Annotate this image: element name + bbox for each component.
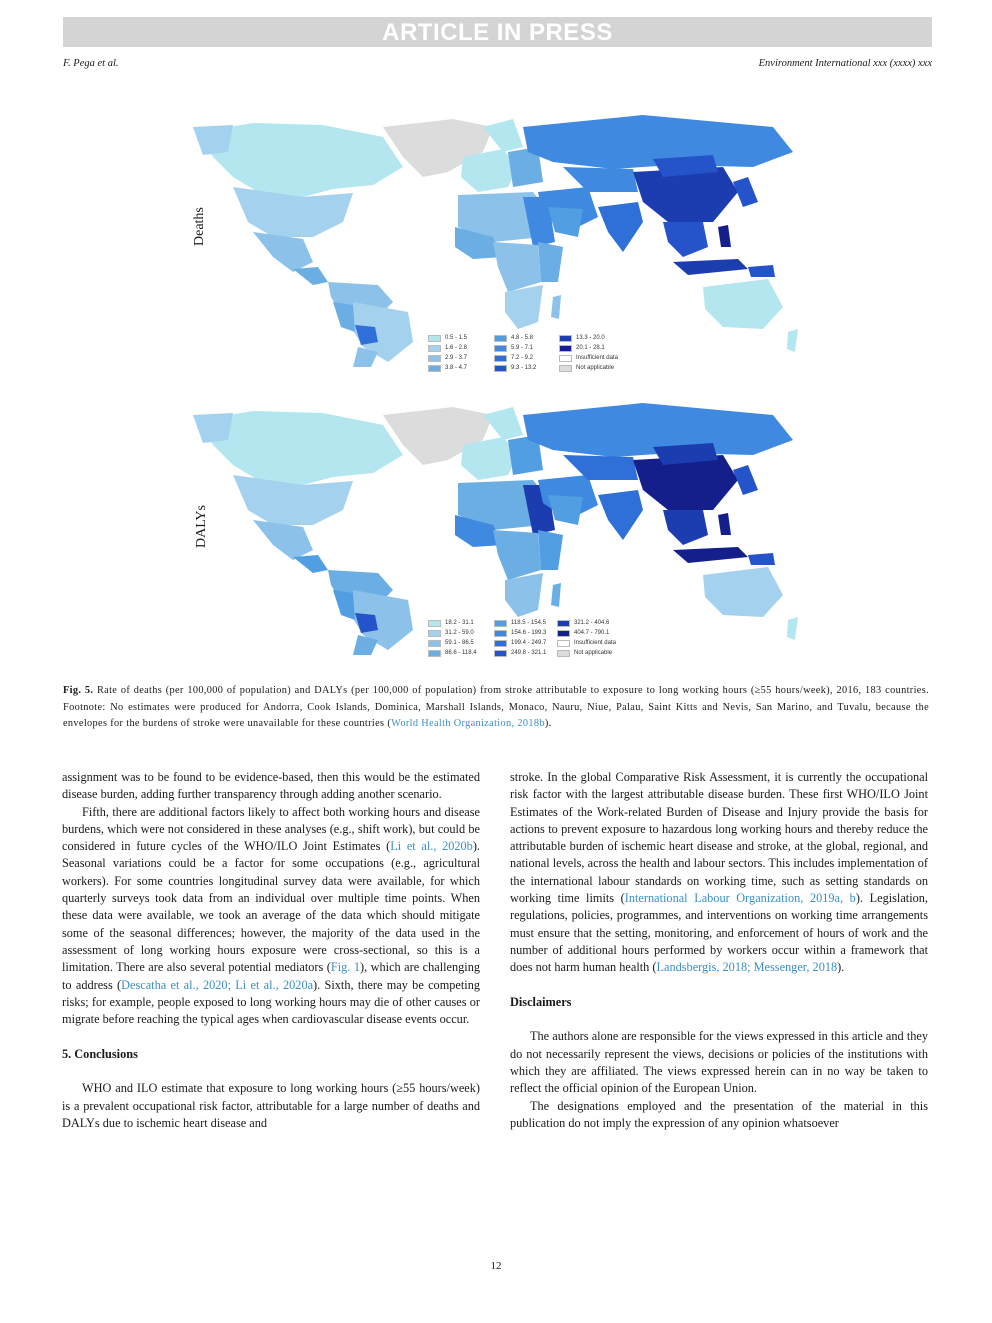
legend-item: 59.1 - 86.5 bbox=[428, 638, 477, 648]
caption-end: ). bbox=[544, 718, 552, 729]
legend-item: 404.7 - 790.1 bbox=[557, 628, 616, 638]
paragraph: The authors alone are responsible for the views expressed in this article and they do not necessarily represent the views, decisions or policies of the institutions with which they are affiliated. The views expressed herein can in no way be taken to reflect the official opinion of the European Union. bbox=[510, 1029, 928, 1096]
legend-item: Insufficient data bbox=[559, 353, 618, 363]
legend-item: 249.8 - 321.1 bbox=[494, 648, 546, 658]
right-column bbox=[510, 769, 928, 1132]
legend-item: 20.1 - 28.1 bbox=[559, 343, 618, 353]
legend-item: 154.6 - 199.3 bbox=[494, 628, 546, 638]
legend-item: 3.8 - 4.7 bbox=[428, 363, 467, 373]
section-heading-conclusions: 5. Conclusions bbox=[62, 1046, 138, 1061]
legend-item: 2.9 - 3.7 bbox=[428, 353, 467, 363]
legend-item: 1.6 - 2.8 bbox=[428, 343, 467, 353]
papua bbox=[748, 265, 775, 277]
dalys-map bbox=[193, 385, 803, 655]
running-head-authors: F. Pega et al. bbox=[63, 58, 119, 69]
caption-text: Rate of deaths (per 100,000 of population) and DALYs (per 100,000 of population) from stroke attributable to exposure to long working hours (≥55 hours/week), 2016, 183 countries. Footnote: No estimates were produced for Andorra, Cook Islands, Dominica, Marshall Islands, Monaco, Nauru, Niue, Palau, Saint Kitts and Nevis, San Marino, and Tuvalu, because the envelopes for the burdens of stroke were unavailable for these countries ( bbox=[63, 685, 929, 729]
legend-item: 4.8 - 5.8 bbox=[494, 333, 536, 343]
section-heading-disclaimers: Disclaimers bbox=[510, 994, 572, 1009]
legend-item: 5.9 - 7.1 bbox=[494, 343, 536, 353]
legend-item: 18.2 - 31.1 bbox=[428, 618, 477, 628]
citation-link[interactable]: Li et al., 2020b bbox=[390, 839, 473, 854]
paragraph: WHO and ILO estimate that exposure to long working hours (≥55 hours/week) is a prevalent occupational risk factor, attributable for a large number of deaths and DALYs due to ischemic heart disease and bbox=[62, 1081, 480, 1130]
figure-caption bbox=[63, 683, 929, 733]
paragraph: The designations employed and the presentation of the material in this publication do not imply the expression of any opinion whatsoever bbox=[510, 1098, 928, 1130]
legend-item: 9.3 - 13.2 bbox=[494, 363, 536, 373]
legend-item: 86.6 - 118.4 bbox=[428, 648, 477, 658]
legend-item: 13.3 - 20.0 bbox=[559, 333, 618, 343]
dalys-label: DALYs bbox=[194, 505, 209, 548]
running-head-journal: Environment International xxx (xxxx) xxx bbox=[758, 58, 932, 69]
paragraph: Fifth, there are additional factors likely to affect both working hours and disease burdens, which were not considered in these analyses (e.g., shift work), but could be considered in future cycles of the WHO/ILO Joint Estimates (Li et al., 2020b). Seasonal variations could be a factor for some occupations (e.g., agricultural workers). For some countries longitudinal survey data were available, for which quarterly surveys took data from an individual over multiple time points. When these data were available, we took an average of the data which should mitigate some of the seasonal differences; however, the majority of the data used in the assessment of long working hours exposure were cross-sectional, so this is a limitation. There are also several potential mediators (Fig. 1), which are challenging to address (Descatha et al., 2020; Li et al., 2020a). Sixth, there may be competing risks; for example, people exposed to long working hours may die of other causes or migrate before reaching the typical ages when cardiovascular disease events occur. bbox=[62, 804, 481, 1027]
caption-reference-link[interactable]: World Health Organization, 2018b bbox=[391, 718, 545, 729]
legend-item: 7.2 - 9.2 bbox=[494, 353, 536, 363]
papua bbox=[748, 553, 775, 565]
citation-link[interactable]: International Labour Organization, 2019a, b bbox=[624, 891, 856, 906]
deaths-label: Deaths bbox=[192, 207, 207, 246]
article-in-press-banner: ARTICLE IN PRESS bbox=[63, 17, 932, 47]
citation-link[interactable]: Landsbergis, 2018; Messenger, 2018 bbox=[656, 960, 838, 975]
legend-item: 199.4 - 249.7 bbox=[494, 638, 546, 648]
page-number: 12 bbox=[490, 1260, 502, 1272]
paragraph: stroke. In the global Comparative Risk Assessment, it is currently the occupational risk factor with the largest attributable disease burden. These first WHO/ILO Joint Estimates of the Work-related Burden of Disease and Injury provide the basis for actions to prevent exposure to hazardous long working hours and thereby reduce the attributable burden of ischemic heart disease and stroke, at the global, regional, and national levels, across the health and labour sectors. This includes implementation of the international labour standards on working time, such as setting standards on working time limits (International Labour Organization, 2019a, b). Legislation, regulations, policies, programmes, and interventions on working time arrangements must ensure that the setting, monitoring, and enforcement of hours of work and the number of additional hours performed by workers occur within a framework that does not harm human health (Landsbergis, 2018; Messenger, 2018). bbox=[510, 770, 928, 975]
legend-item: Not applicable bbox=[557, 648, 616, 658]
citation-link[interactable]: Descatha et al., 2020; Li et al., 2020a bbox=[121, 977, 314, 992]
left-column bbox=[62, 769, 480, 1132]
deaths-map bbox=[193, 97, 803, 367]
legend-item: 31.2 - 59.0 bbox=[428, 628, 477, 638]
legend-item: Not applicable bbox=[559, 363, 618, 373]
paragraph: assignment was to be found to be evidence-based, then this would be the estimated disease burden, adding further transparency through adding another scenario. bbox=[62, 770, 480, 802]
legend-item: 321.2 - 404.6 bbox=[557, 618, 616, 628]
legend-item: 118.5 - 154.5 bbox=[494, 618, 546, 628]
figure-link[interactable]: Fig. 1 bbox=[330, 960, 360, 975]
legend-item: Insufficient data bbox=[557, 638, 616, 648]
legend-item: 0.5 - 1.5 bbox=[428, 333, 467, 343]
caption-label: Fig. 5. bbox=[63, 685, 94, 696]
